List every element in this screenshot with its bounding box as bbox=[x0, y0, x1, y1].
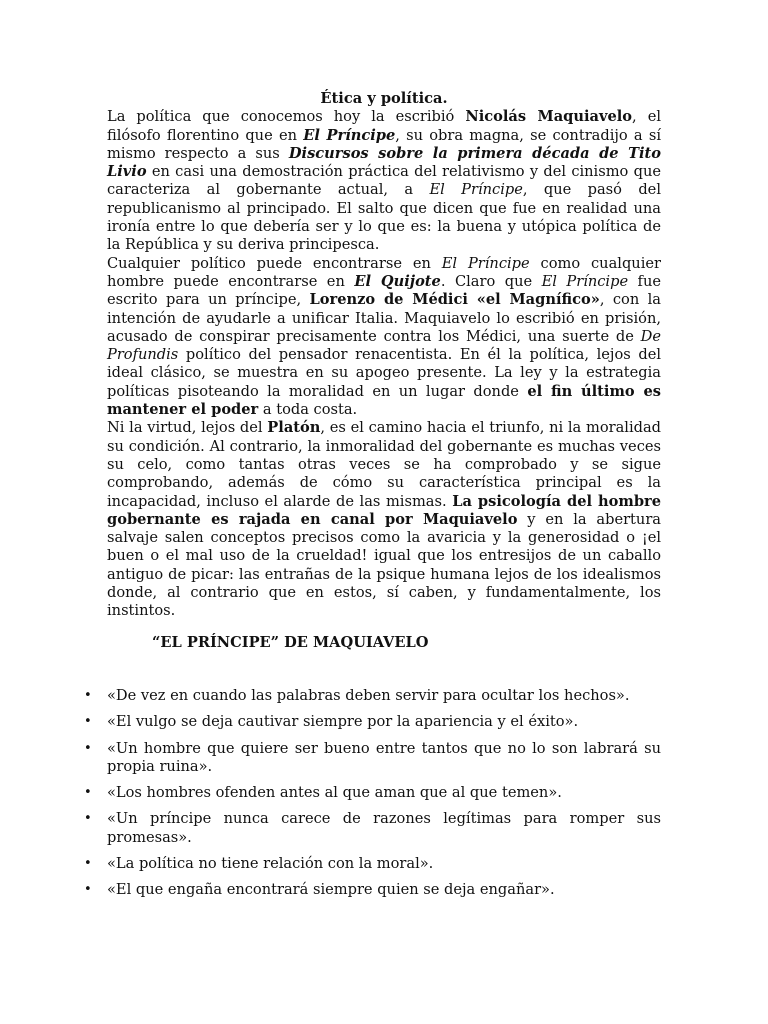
list-item bbox=[84, 810, 661, 847]
book-title: Discursos sobre la primera década de Tito Livio bbox=[107, 144, 661, 181]
bullet-icon: • bbox=[84, 785, 92, 801]
text-run: a toda costa. bbox=[258, 401, 358, 419]
book-title: El Príncipe bbox=[441, 254, 530, 272]
text-run: político del pensador renacentista. En él la política, lejos del ideal clásico, se muestra en su apogeo presente. La ley y la estrategia políticas pisoteando la moralidad en un lugar donde bbox=[107, 346, 661, 400]
quote-text: «El que engaña encontrará siempre quien se deja engañar». bbox=[107, 881, 555, 899]
text-run: fue escrito para un príncipe, bbox=[107, 272, 661, 309]
list-item bbox=[84, 855, 661, 873]
text-run: . Claro que bbox=[440, 272, 542, 290]
quotes-list bbox=[84, 687, 661, 908]
paragraph-3 bbox=[107, 419, 661, 620]
quote-text: «Un hombre que quiere ser bueno entre tantos que no lo son labrará su propia ruina». bbox=[107, 739, 661, 775]
book-title: El Príncipe bbox=[429, 181, 523, 199]
paragraph-1 bbox=[107, 108, 661, 254]
text-run: , con la intención de ayudarle a unificar Italia. Maquiavelo lo escribió en prisión, acusado de conspirar precisamente contra los Médici, una suerte de bbox=[107, 291, 661, 345]
bullet-icon: • bbox=[84, 688, 92, 703]
list-item bbox=[84, 687, 661, 705]
text-run: La política que conocemos hoy la escribió bbox=[107, 108, 466, 126]
text-run: Ni la virtud, lejos del bbox=[107, 419, 268, 437]
book-title: El Quijote bbox=[354, 272, 441, 290]
person-name: Platón bbox=[267, 419, 321, 437]
quote-text: «Los hombres ofenden antes al que aman que al que temen». bbox=[107, 784, 562, 802]
bullet-icon: • bbox=[84, 714, 92, 730]
person-name: Lorenzo de Médici «el Magnífico» bbox=[309, 291, 600, 309]
list-item bbox=[84, 881, 661, 899]
text-run: en casi una demostración práctica del relativismo y del cinismo que caracteriza al gobernante actual, a bbox=[107, 163, 661, 199]
text-run: Cualquier político puede encontrarse en bbox=[107, 254, 442, 272]
bullet-icon: • bbox=[84, 856, 92, 872]
text-run: como cualquier hombre puede encontrarse en bbox=[107, 254, 661, 290]
quote-text: «De vez en cuando las palabras deben servir para ocultar los hechos». bbox=[107, 687, 630, 704]
bullet-icon: • bbox=[84, 740, 92, 756]
emphasis-text: La psicología del hombre gobernante es rajada en canal por Maquiavelo bbox=[107, 492, 661, 528]
document-title: Ética y política. bbox=[320, 90, 448, 107]
list-item bbox=[84, 740, 661, 777]
text-run: , su obra magna, se contradijo a sí mismo respecto a sus bbox=[107, 126, 661, 162]
author-name: Nicolás Maquiavelo bbox=[465, 108, 633, 126]
bullet-icon: • bbox=[84, 811, 92, 827]
book-title: El Príncipe bbox=[303, 126, 396, 144]
list-item bbox=[84, 713, 661, 731]
quote-text: «El vulgo se deja cautivar siempre por la apariencia y el éxito». bbox=[107, 713, 579, 731]
section-heading: “EL PRÍNCIPE” DE MAQUIAVELO bbox=[152, 634, 429, 651]
paragraph-2 bbox=[107, 255, 661, 420]
book-title: El Príncipe bbox=[541, 272, 629, 290]
article-body bbox=[107, 90, 661, 621]
work-title: De Profundis bbox=[107, 327, 661, 364]
quote-text: «Un príncipe nunca carece de razones legítimas para romper sus promesas». bbox=[107, 810, 661, 846]
list-item bbox=[84, 784, 661, 802]
emphasis-text: el fin último es mantener el poder bbox=[107, 382, 661, 419]
bullet-icon: • bbox=[84, 882, 92, 898]
text-run: y en la abertura salvaje salen conceptos precisos como la avaricia y la generosidad o ¡el buen o el mal uso de la crueldad! igual que los entresijos de un caballo antiguo de picar: las entrañas de la psique humana lejos de los idealismos donde, al contrario que en estos, sí caben, y fundamentalmente, los instintos. bbox=[107, 510, 661, 620]
text-run: , que pasó del republicanismo al principado. El salto que dicen que fue en realidad una ironía entre lo que debería ser y lo que es: la buena y utópica política de la República y su deriva principesca. bbox=[107, 181, 661, 254]
text-run: , el filósofo florentino que en bbox=[107, 108, 661, 144]
text-run: , es el camino hacia el triunfo, ni la moralidad su condición. Al contrario, la inmoralidad del gobernante es muchas veces su celo, como tantas otras veces se ha comprobado y se sigue comprobando, además de cómo su característica principal es la incapacidad, incluso el alarde de las mismas. bbox=[107, 419, 662, 510]
quote-text: «La política no tiene relación con la moral». bbox=[107, 855, 434, 873]
